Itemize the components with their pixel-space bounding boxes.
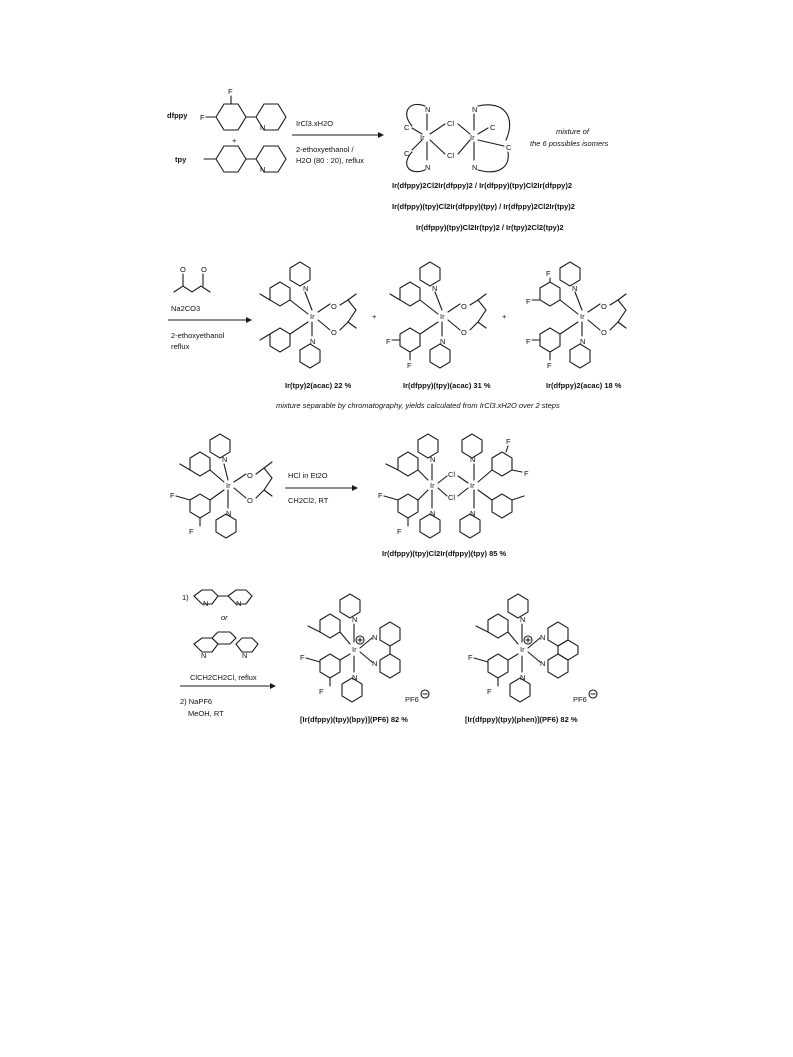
mixture-line-2: the 6 possibles isomers xyxy=(530,139,609,148)
product-1-label: Ir(tpy)2(acac) 22 % xyxy=(285,381,352,390)
iridium-atom: Ir xyxy=(226,481,231,490)
solvent-ethoxyethanol: 2-ethoxyethanol xyxy=(171,331,225,340)
nitrogen-atom: N xyxy=(352,673,358,682)
nitrogen-atom: N xyxy=(222,455,228,464)
reagent-ircl3: IrCl3.xH2O xyxy=(296,119,334,128)
counterion-pf6: PF6 xyxy=(573,695,587,704)
acacH-reagent xyxy=(174,265,210,292)
iridium-atom: Ir xyxy=(470,481,475,490)
product-bpy-label: [Ir(dfppy)(tpy)(bpy)](PF6) 82 % xyxy=(300,715,408,724)
fluorine-atom: F xyxy=(319,687,324,696)
conditions-line-2: H2O (80 : 20), reflux xyxy=(296,156,364,165)
nitrogen-atom: N xyxy=(470,509,476,518)
nitrogen-atom: N xyxy=(372,659,378,668)
nitrogen-atom: N xyxy=(540,659,546,668)
mixture-note xyxy=(530,127,609,148)
counterion-pf6: PF6 xyxy=(405,695,419,704)
nitrogen-atom: N xyxy=(440,337,446,346)
iridium-atom: Ir xyxy=(440,312,445,321)
iridium-atom: Ir xyxy=(420,133,425,142)
fluorine-atom: F xyxy=(506,437,511,446)
carbon-atom: C xyxy=(404,123,410,132)
nitrogen-atom: N xyxy=(203,599,209,608)
nitrogen-atom: N xyxy=(472,105,478,114)
dfppy-reactant xyxy=(167,87,286,145)
plus-sign: + xyxy=(502,312,507,321)
chlorine-atom: Cl xyxy=(447,151,455,160)
nitrogen-atom: N xyxy=(472,163,478,172)
iridium-atom: Ir xyxy=(520,645,525,654)
nitrogen-atom: N xyxy=(226,509,232,518)
carbon-atom: C xyxy=(490,123,496,132)
plus-sign: + xyxy=(372,312,377,321)
chloro-bridged-dimer xyxy=(404,104,512,172)
product-bpy-complex xyxy=(300,594,429,724)
product-phen-label: [Ir(dfppy)(tpy)(phen)](PF6) 82 % xyxy=(465,715,578,724)
nitrogen-atom: N xyxy=(520,615,526,624)
chlorine-atom: Cl xyxy=(447,119,455,128)
iridium-atom: Ir xyxy=(430,481,435,490)
nitrogen-atom: N xyxy=(572,284,578,293)
isomer-list xyxy=(392,181,575,232)
nitrogen-atom: N xyxy=(236,599,242,608)
fluorine-atom: F xyxy=(524,469,529,478)
step-1-number: 1) xyxy=(182,593,189,602)
nitrogen-atom: N xyxy=(372,633,378,642)
tpy-label: tpy xyxy=(175,155,187,164)
fluorine-atom: F xyxy=(189,527,194,536)
nitrogen-atom: N xyxy=(242,651,248,660)
nitrogen-atom: N xyxy=(430,509,436,518)
product-dfppy-tpy-dimer xyxy=(378,434,529,558)
step4-reagents xyxy=(180,590,276,718)
fluorine-atom: F xyxy=(468,653,473,662)
carbon-atom: C xyxy=(404,149,410,158)
nitrogen-atom: N xyxy=(260,123,266,132)
fluorine-atom: F xyxy=(378,491,383,500)
product-phen-complex xyxy=(465,594,597,724)
plus-sign: + xyxy=(232,136,237,145)
fluorine-atom: F xyxy=(386,337,391,346)
nitrogen-atom: N xyxy=(352,615,358,624)
iridium-atom: Ir xyxy=(580,312,585,321)
isomer-line-1: Ir(dfppy)2Cl2Ir(dfppy)2 / Ir(dfppy)(tpy)Cl2Ir(dfppy)2 xyxy=(392,181,572,190)
oxygen-atom: O xyxy=(331,302,337,311)
oxygen-atom: O xyxy=(601,328,607,337)
nitrogen-atom: N xyxy=(425,105,431,114)
step4-solvent: ClCH2CH2Cl, reflux xyxy=(190,673,257,682)
nitrogen-atom: N xyxy=(470,455,476,464)
step-2-number: 2) NaPF6 xyxy=(180,697,213,706)
oxygen-atom: O xyxy=(461,328,467,337)
solvent-dcm: CH2Cl2, RT xyxy=(288,496,329,505)
starting-ir-dfppy-tpy-acac xyxy=(170,434,272,538)
fluorine-atom: F xyxy=(526,337,531,346)
iridium-atom: Ir xyxy=(310,312,315,321)
separation-note: mixture separable by chromatography, yields calculated from IrCl3.xH2O over 2 steps xyxy=(276,401,560,410)
reaction-arrow-3 xyxy=(285,471,358,505)
oxygen-atom: O xyxy=(461,302,467,311)
fluorine-atom: F xyxy=(170,491,175,500)
oxygen-atom: O xyxy=(247,471,253,480)
product-3-label: Ir(dfppy)2(acac) 18 % xyxy=(546,381,622,390)
solvent-reflux: reflux xyxy=(171,342,190,351)
product-ir-dfppy-tpy-acac xyxy=(386,262,491,390)
chlorine-atom: Cl xyxy=(448,470,456,479)
dfppy-label: dfppy xyxy=(167,111,188,120)
fluorine-atom: F xyxy=(228,87,233,96)
product-ir-dfppy2-acac xyxy=(526,262,626,390)
fluorine-atom: F xyxy=(487,687,492,696)
fluorine-atom: F xyxy=(547,361,552,370)
oxygen-atom: O xyxy=(247,496,253,505)
product-dimer-label: Ir(dfppy)(tpy)Cl2Ir(dfppy)(tpy) 85 % xyxy=(382,549,507,558)
nitrogen-atom: N xyxy=(310,337,316,346)
reaction-arrow-2 xyxy=(168,304,252,351)
nitrogen-atom: N xyxy=(520,673,526,682)
fluorine-atom: F xyxy=(397,527,402,536)
tpy-reactant xyxy=(175,146,286,174)
nitrogen-atom: N xyxy=(260,165,266,174)
chlorine-atom: Cl xyxy=(448,493,456,502)
nitrogen-atom: N xyxy=(580,337,586,346)
carbon-atom: C xyxy=(506,143,512,152)
isomer-line-3: Ir(dfppy)(tpy)Cl2Ir(tpy)2 / Ir(tpy)2Cl2(tpy)2 xyxy=(416,223,564,232)
reagent-hcl: HCl in Et2O xyxy=(288,471,328,480)
product-ir-tpy2-acac xyxy=(260,262,356,390)
fluorine-atom: F xyxy=(546,269,551,278)
nitrogen-atom: N xyxy=(201,651,207,660)
iridium-atom: Ir xyxy=(470,133,475,142)
fluorine-atom: F xyxy=(407,361,412,370)
fluorine-atom: F xyxy=(526,297,531,306)
nitrogen-atom: N xyxy=(540,633,546,642)
nitrogen-atom: N xyxy=(432,284,438,293)
nitrogen-atom: N xyxy=(430,455,436,464)
nitrogen-atom: N xyxy=(425,163,431,172)
or-label: or xyxy=(221,613,228,622)
oxygen-atom: O xyxy=(180,265,186,274)
reagent-na2co3: Na2CO3 xyxy=(171,304,201,313)
product-2-label: Ir(dfppy)(tpy)(acac) 31 % xyxy=(403,381,491,390)
isomer-line-2: Ir(dfppy)(tpy)Cl2Ir(dfppy)(tpy) / Ir(dfppy)2Cl2Ir(tpy)2 xyxy=(392,202,575,211)
conditions-line-1: 2-ethoxyethanol / xyxy=(296,145,354,154)
step-2-solvent: MeOH, RT xyxy=(188,709,224,718)
fluorine-atom: F xyxy=(200,113,205,122)
mixture-line-1: mixture of xyxy=(556,127,589,136)
reaction-arrow-1 xyxy=(292,119,384,165)
iridium-atom: Ir xyxy=(352,645,357,654)
oxygen-atom: O xyxy=(331,328,337,337)
oxygen-atom: O xyxy=(601,302,607,311)
nitrogen-atom: N xyxy=(303,284,309,293)
oxygen-atom: O xyxy=(201,265,207,274)
fluorine-atom: F xyxy=(300,653,305,662)
